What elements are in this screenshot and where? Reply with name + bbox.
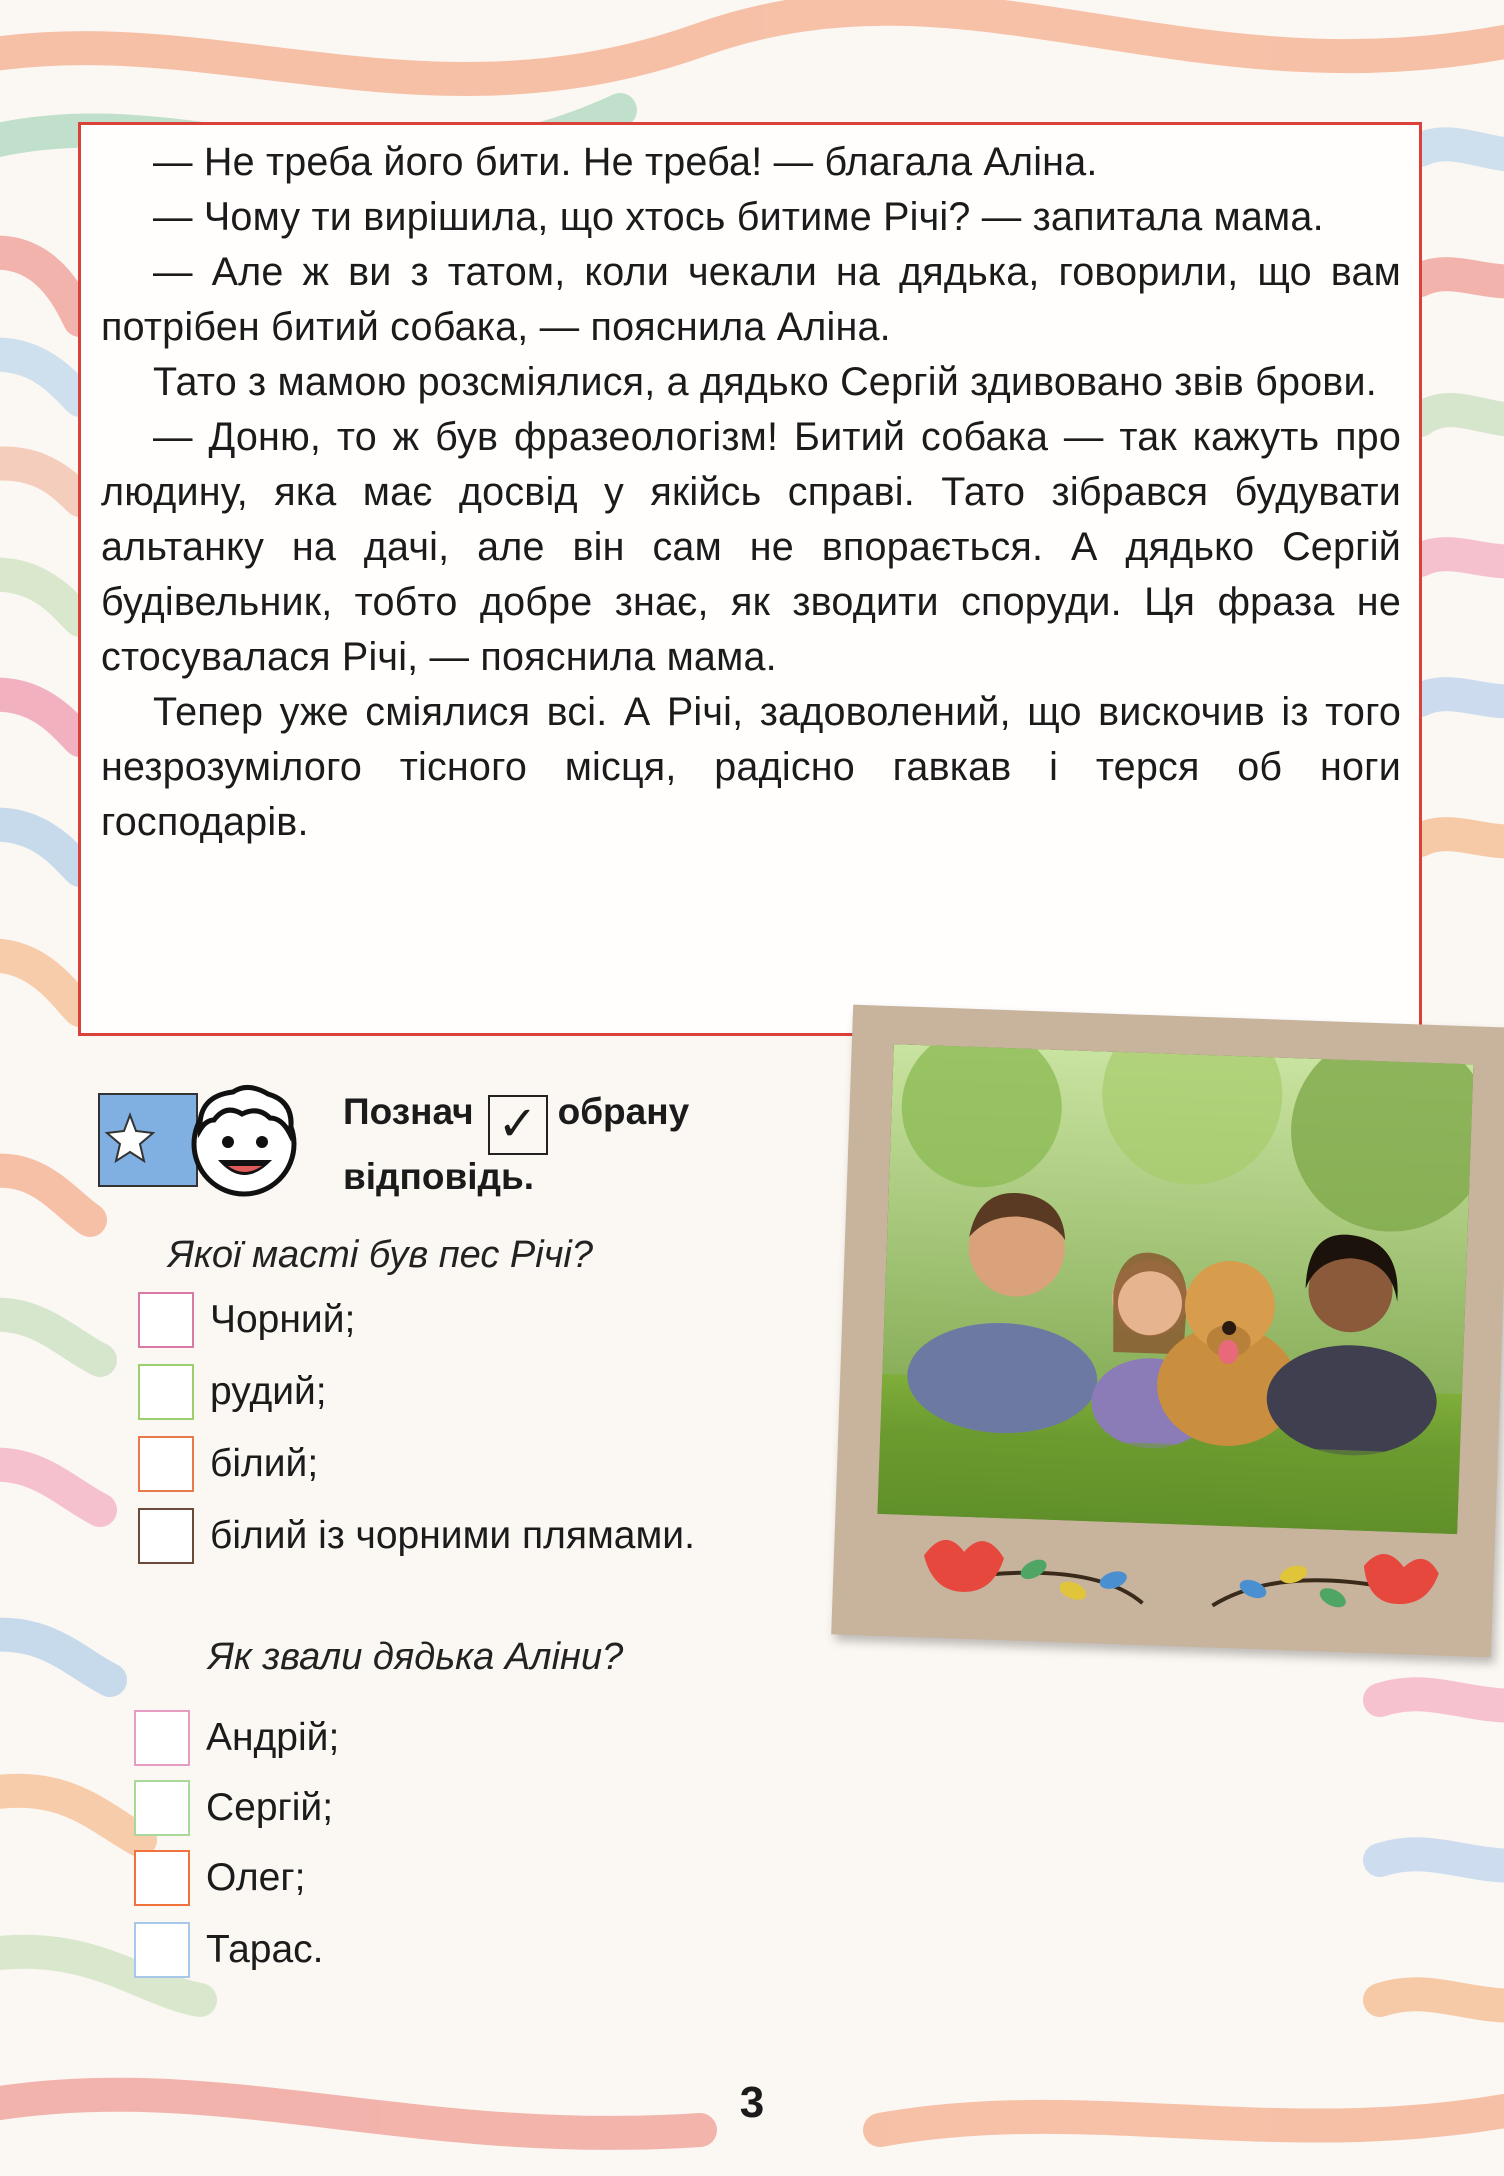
answer-checkbox[interactable] xyxy=(138,1364,194,1420)
smiling-boy-icon xyxy=(178,1078,308,1200)
task-header xyxy=(98,1078,798,1198)
question-2: Як звали дядька Аліни? xyxy=(208,1636,624,1678)
answer-checkbox[interactable] xyxy=(138,1436,194,1492)
question-1: Якої масті був пес Річі? xyxy=(168,1234,593,1276)
story-paragraph-2: — Чому ти вирішила, що хтось битиме Річі? — запитала мама. xyxy=(153,195,1324,239)
page-number: 3 xyxy=(739,2078,765,2127)
instruction-word-1: Познач xyxy=(343,1091,474,1132)
family-photo-frame xyxy=(831,1005,1504,1658)
task-instruction xyxy=(343,1090,863,1199)
option-label: рудий; xyxy=(210,1370,327,1413)
option-label: Чорний; xyxy=(210,1298,356,1341)
story-text-box xyxy=(78,122,1422,1036)
family-with-dog-photo xyxy=(877,1044,1473,1534)
option-label: Сергій; xyxy=(206,1786,334,1829)
tulip-ornament-icon xyxy=(892,1524,1455,1633)
option-label: білий; xyxy=(210,1442,319,1485)
checkmark-sample-box: ✓ xyxy=(488,1095,548,1155)
answer-checkbox[interactable] xyxy=(134,1780,190,1836)
story-paragraph-1: — Не треба його бити. Не треба! — благала Аліна. xyxy=(153,140,1098,184)
option-label: білий із чорними плямами. xyxy=(210,1514,695,1557)
option-label: Олег; xyxy=(206,1856,306,1899)
answer-checkbox[interactable] xyxy=(138,1508,194,1564)
story-paragraph-4: Тато з мамою розсміялися, а дядько Сергій здивовано звів брови. xyxy=(153,360,1377,404)
story-paragraph-5: — Доню, то ж був фразеологізм! Битий собака — так кажуть про людину, яка має досвід у якійсь справі. Тато зібрався будувати альтанку на дачі, але він сам не впорається. А дядько Сергій будівельник, тобто добре знає, як зводити споруди. Ця фраза не стосувалася Річі, — пояснила мама. xyxy=(101,415,1401,679)
instruction-word-3: відповідь. xyxy=(343,1156,534,1197)
answer-checkbox[interactable] xyxy=(138,1292,194,1348)
answer-checkbox[interactable] xyxy=(134,1710,190,1766)
story-paragraph-6: Тепер уже сміялися всі. А Річі, задоволений, що вискочив із того незрозумілого тісного місця, радісно гавкав і терся об ноги господарів. xyxy=(101,690,1401,844)
option-label: Тарас. xyxy=(206,1928,324,1971)
answer-checkbox[interactable] xyxy=(134,1850,190,1906)
story-paragraph-3: — Але ж ви з татом, коли чекали на дядька, говорили, що вам потрібен битий собака, — пояснила Аліна. xyxy=(101,250,1401,349)
instruction-word-2: обрану xyxy=(557,1091,690,1132)
answer-checkbox[interactable] xyxy=(134,1922,190,1978)
option-label: Андрій; xyxy=(206,1716,340,1759)
